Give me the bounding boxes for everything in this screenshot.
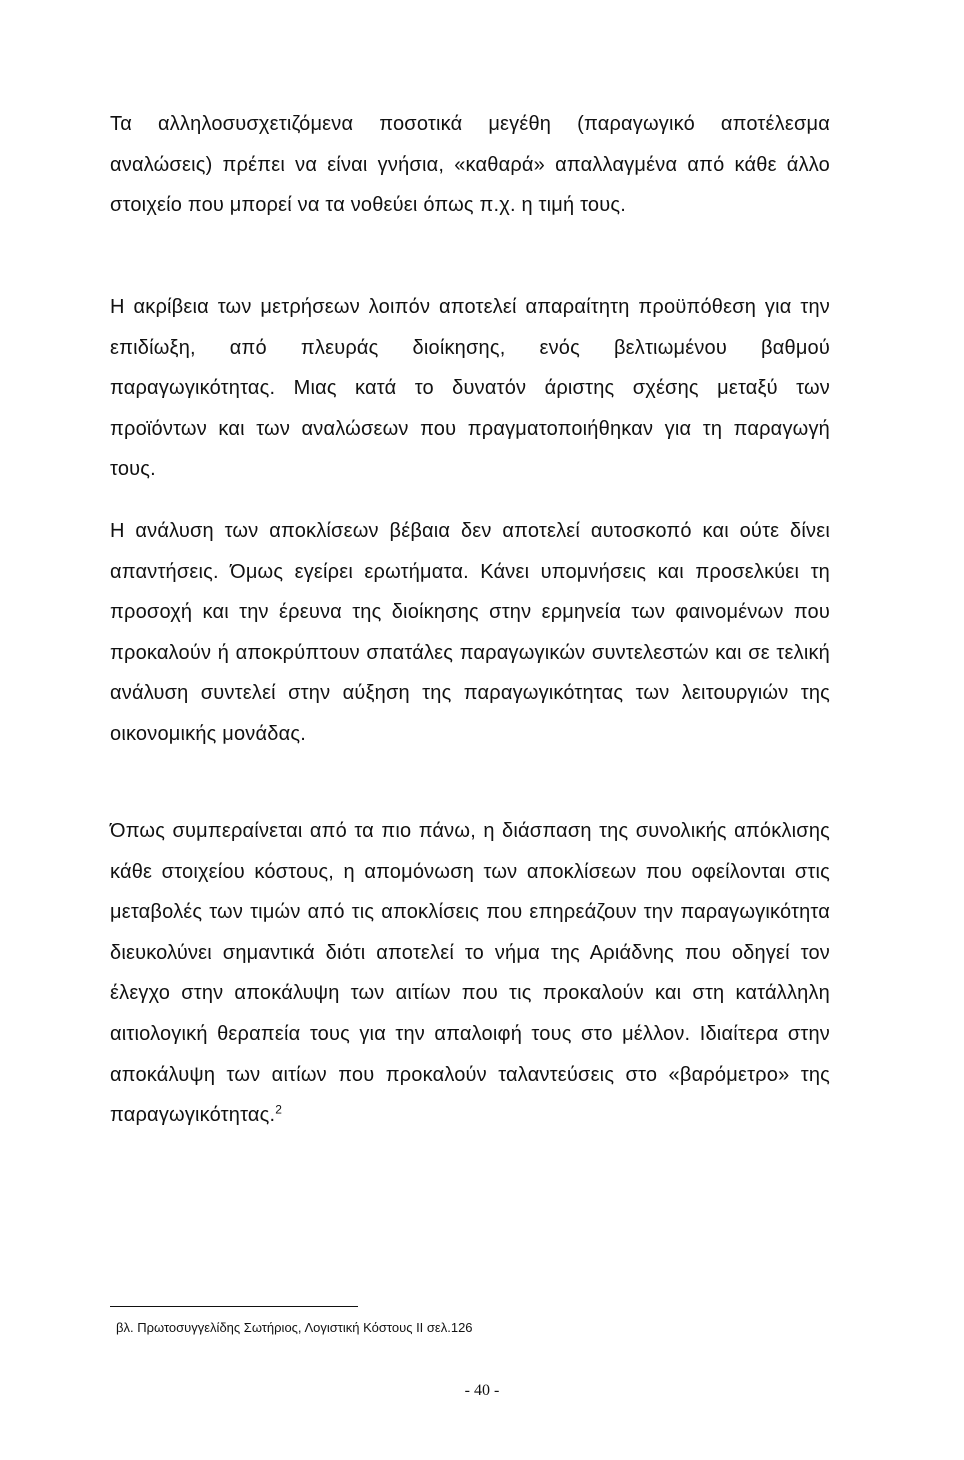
footnote-reference: 2 (275, 1102, 283, 1117)
paragraph-4-text: Όπως συμπεραίνεται από τα πιο πάνω, η διάσπαση της συνολικής απόκλισης κάθε στοιχείου κόστους, η απομόνωση των αποκλίσεων που οφείλονται στις μεταβολές των τιμών από τις αποκλίσεις που επηρεάζουν την παραγωγικότητα διευκολύνει σημαντικά διότι αποτελεί το νήμα της Αριάδνης που οδηγεί τον έλεγχο στην αποκάλυψη των αιτίων που τις προκαλούν και στη κατάλληλη αιτιολογική θεραπεία τους για την απαλοιφή τους στο μέλλον. Ιδιαίτερα στην αποκάλυψη των αιτίων που προκαλούν ταλαντεύσεις στο «βαρόμετρο» της παραγωγικότητας. (110, 820, 830, 1127)
paragraph-3: Η ανάλυση των αποκλίσεων βέβαια δεν αποτελεί αυτοσκοπό και ούτε δίνει απαντήσεις. Όμως εγείρει ερωτήματα. Κάνει υπομνήσεις και προσελκύει τη προσοχή και την έρευνα της διοίκησης στην ερμηνεία των φαινομένων που προκαλούν ή αποκρύπτουν σπατάλες παραγωγικών συντελεστών και σε τελική ανάλυση συντελεί στην αύξηση της παραγωγικότητας των λειτουργιών της οικονομικής μονάδας. (110, 520, 830, 745)
footnote: βλ. Πρωτοσυγγελίδης Σωτήριος, Λογιστική Κόστους ΙΙ σελ.126 (116, 1320, 473, 1335)
page-number: - 40 - (464, 1382, 500, 1399)
paragraph-1: Τα αλληλοσυσχετιζόμενα ποσοτικά μεγέθη (παραγωγικό αποτέλεσμα αναλώσεις) πρέπει να είναι γνήσια, «καθαρά» απαλλαγμένα από κάθε άλλο στοιχείο που μπορεί να τα νοθεύει όπως π.χ. η τιμή τους. (110, 113, 830, 217)
paragraph-2: Η ακρίβεια των μετρήσεων λοιπόν αποτελεί απαραίτητη προϋπόθεση για την επιδίωξη, από πλευράς διοίκησης, ενός βελτιωμένου βαθμού παραγωγικότητας. Μιας κατά το δυνατόν άριστης σχέσης μεταξύ των προϊόντων και των αναλώσεων που πραγματοποιήθηκαν για τη παραγωγή τους. (110, 296, 830, 481)
footnote-divider (110, 1306, 358, 1307)
paragraph-4 (110, 811, 830, 1136)
